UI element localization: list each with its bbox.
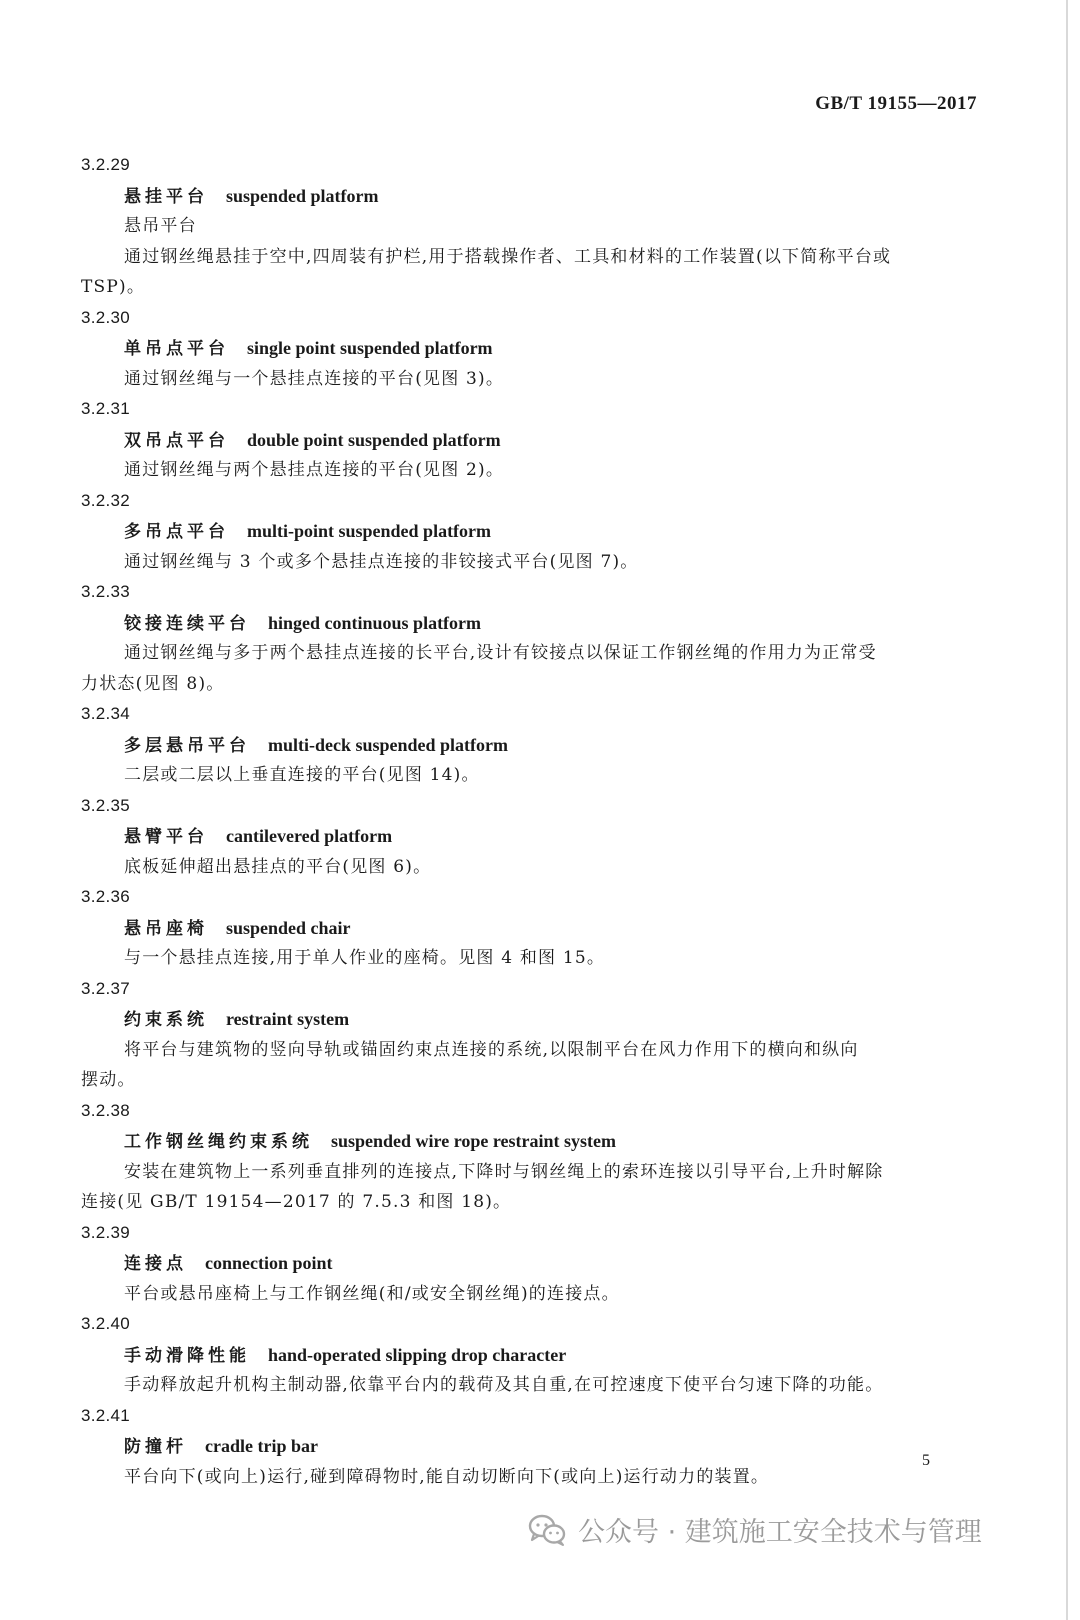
clause-number: 3.2.30 — [81, 307, 131, 327]
term-entry — [81, 394, 991, 486]
term-heading — [81, 821, 991, 852]
clause-number: 3.2.36 — [81, 887, 131, 906]
term-entry — [81, 150, 991, 303]
clause-number: 3.2.35 — [81, 795, 131, 815]
term-chinese: 悬吊座椅 — [124, 918, 208, 939]
term-english: suspended platform — [226, 185, 379, 206]
term-heading — [81, 1340, 991, 1371]
term-english: suspended chair — [226, 917, 351, 938]
clause-number: 3.2.38 — [81, 1100, 131, 1120]
term-entry — [81, 486, 991, 578]
term-chinese: 铰接连续平台 — [124, 613, 250, 634]
watermark-text: 公众号 · 建筑施工安全技术与管理 — [578, 1517, 982, 1548]
definition-line: 连接(见 GB/T 19154—2017 的 7.5.3 和图 18)。 — [81, 1192, 512, 1212]
term-heading — [81, 425, 991, 456]
term-chinese: 手动滑降性能 — [124, 1345, 250, 1366]
definition-line: 平台向下(或向上)运行,碰到障碍物时,能自动切断向下(或向上)运行动力的装置。 — [124, 1466, 770, 1487]
clause-number: 3.2.41 — [81, 1405, 131, 1425]
term-heading — [81, 730, 991, 761]
term-english: cradle trip bar — [205, 1436, 318, 1456]
term-english: restraint system — [226, 1009, 350, 1029]
term-chinese: 双吊点平台 — [124, 430, 229, 451]
definition-line: TSP)。 — [81, 277, 146, 297]
term-english: suspended wire rope restraint system — [331, 1131, 616, 1151]
term-chinese: 约束系统 — [124, 1010, 208, 1030]
definition-line: 通过钢丝绳与 3 个或多个悬挂点连接的非铰接式平台(见图 7)。 — [124, 551, 639, 572]
standard-number: GB/T 19155—2017 — [815, 93, 977, 114]
definition-line: 将平台与建筑物的竖向导轨或锚固约束点连接的系统,以限制平台在风力作用下的横向和纵向 — [124, 1039, 859, 1060]
definition-line: 平台或悬吊座椅上与工作钢丝绳(和/或安全钢丝绳)的连接点。 — [124, 1283, 620, 1304]
definition-line: 通过钢丝绳与两个悬挂点连接的平台(见图 2)。 — [124, 460, 505, 480]
definition-line: 安装在建筑物上一系列垂直排列的连接点,下降时与钢丝绳上的索环连接以引导平台,上升时解除 — [124, 1161, 884, 1182]
term-heading — [81, 181, 991, 212]
definition-line: 通过钢丝绳与一个悬挂点连接的平台(见图 3)。 — [124, 368, 505, 389]
definition-line: 悬吊平台 — [124, 216, 197, 236]
term-entry — [81, 1401, 991, 1493]
term-entry — [81, 974, 991, 1096]
term-entry — [81, 303, 991, 395]
definition-line: 二层或二层以上垂直连接的平台(见图 14)。 — [124, 765, 480, 785]
clause-number: 3.2.31 — [81, 399, 131, 418]
term-entry — [81, 1309, 991, 1401]
definition-line: 摆动。 — [81, 1070, 136, 1090]
term-chinese: 悬臂平台 — [124, 827, 208, 847]
clause-number: 3.2.34 — [81, 704, 131, 723]
definition-line: 与一个悬挂点连接,用于单人作业的座椅。见图 4 和图 15。 — [124, 948, 606, 968]
clause-number: 3.2.37 — [81, 978, 131, 998]
term-heading — [81, 1248, 991, 1279]
term-english: hinged continuous platform — [268, 612, 482, 633]
term-chinese: 多吊点平台 — [124, 522, 229, 542]
clause-number: 3.2.32 — [81, 490, 131, 510]
definition-line: 通过钢丝绳悬挂于空中,四周装有护栏,用于搭载操作者、工具和材料的工作装置(以下简称平台或 — [124, 246, 892, 267]
term-entry — [81, 699, 991, 791]
term-chinese: 多层悬吊平台 — [124, 735, 250, 756]
definition-line: 通过钢丝绳与多于两个悬挂点连接的长平台,设计有铰接点以保证工作钢丝绳的作用力为正常受 — [124, 643, 877, 663]
term-english: multi-point suspended platform — [247, 521, 492, 541]
term-chinese: 工作钢丝绳约束系统 — [124, 1132, 313, 1152]
term-chinese: 单吊点平台 — [124, 339, 229, 359]
clause-number: 3.2.29 — [81, 155, 131, 174]
term-english: cantilevered platform — [226, 826, 393, 846]
watermark — [528, 1510, 982, 1549]
term-heading — [81, 1004, 991, 1035]
term-heading — [81, 608, 991, 639]
definition-line: 手动释放起升机构主制动器,依靠平台内的载荷及其自重,在可控速度下使平台匀速下降的功能。 — [124, 1375, 884, 1395]
clause-number: 3.2.39 — [81, 1222, 131, 1242]
term-chinese: 悬挂平台 — [124, 186, 208, 207]
term-english: multi-deck suspended platform — [268, 734, 509, 755]
term-heading — [81, 1126, 991, 1157]
term-entry — [81, 1096, 991, 1218]
page-edge — [1066, 0, 1068, 1620]
page-number: 5 — [922, 1452, 930, 1469]
term-english: single point suspended platform — [247, 338, 493, 358]
clause-number: 3.2.40 — [81, 1314, 131, 1333]
term-chinese: 连接点 — [124, 1254, 187, 1274]
term-entry — [81, 791, 991, 883]
term-heading — [81, 1431, 991, 1462]
wechat-icon — [528, 1514, 566, 1546]
term-entry — [81, 1218, 991, 1310]
terms-list — [81, 150, 991, 1492]
term-heading — [81, 913, 991, 944]
term-english: connection point — [205, 1253, 333, 1273]
clause-number: 3.2.33 — [81, 582, 131, 601]
term-entry — [81, 882, 991, 974]
term-heading — [81, 516, 991, 547]
term-heading — [81, 333, 991, 364]
term-english: double point suspended platform — [247, 429, 501, 450]
term-chinese: 防撞杆 — [124, 1437, 187, 1457]
definition-line: 力状态(见图 8)。 — [81, 673, 225, 694]
term-entry — [81, 577, 991, 699]
definition-line: 底板延伸超出悬挂点的平台(见图 6)。 — [124, 856, 432, 877]
term-english: hand-operated slipping drop character — [268, 1344, 567, 1365]
